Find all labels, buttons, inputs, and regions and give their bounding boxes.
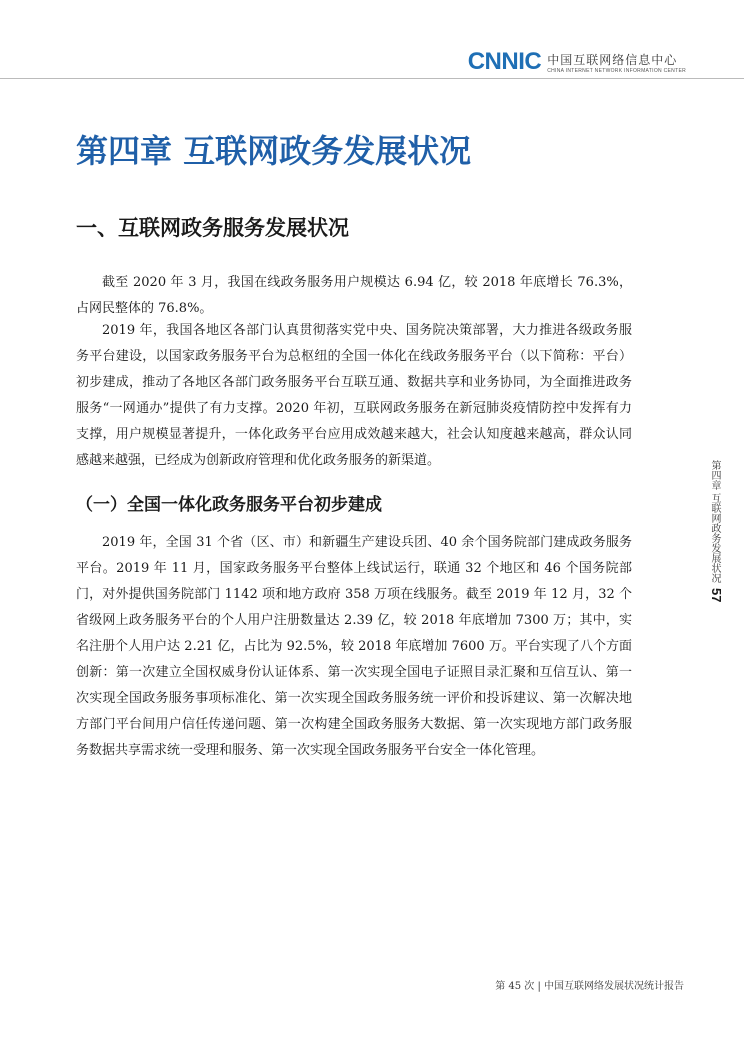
logo-text bbox=[547, 51, 686, 74]
page-footer: 第 45 次 | 中国互联网络发展状况统计报告 bbox=[495, 981, 684, 992]
body-paragraph: 2019 年，全国 31 个省（区、市）和新疆生产建设兵团、40 余个国务院部门建成政务服务平台。2019 年 11 月，国家政务服务平台整体上线试运行，联通 32 个地区和 46 个国务院部门，对外提供国务院部门 1142 项和地方政府 358 万项在线服务。截至 2019 年 12 月，32 个省级网上政务服务平台的个人用户注册数量达 2.39 亿，较 2018 年底增加 7300 万；其中，实名注册个人用户达 2.21 亿，占比为 92.5%，较 2018 年底增加 7600 万。平台实现了八个方面创新：第一次建立全国权威身份认证体系、第一次实现全国电子证照目录汇聚和互信互认、第一次实现全国政务服务事项标准化、第一次实现全国政务服务统一评价和投诉建议、第一次解决地方部门平台间用户信任传递问题、第一次构建全国政务服务大数据、第一次实现地方部门政务服务数据共享需求统一受理和服务、第一次实现全国政务服务平台安全一体化管理。 bbox=[76, 535, 632, 758]
body-paragraph: 2019 年，我国各地区各部门认真贯彻落实党中央、国务院决策部署，大力推进各级政务服务平台建设，以国家政务服务平台为总枢纽的全国一体化在线政务服务平台（以下简称：平台）初步建成，推动了各地区各部门政务服务平台互联互通、数据共享和业务协同，为全面推进政务服务“一网通办”提供了有力支撑。2020 年初，互联网政务服务在新冠肺炎疫情防控中发挥有力支撑，用户规模显著提升，一体化政务平台应用成效越来越大，社会认知度越来越高，群众认同感越来越强，已经成为创新政府管理和优化政务服务的新渠道。 bbox=[76, 323, 632, 468]
chapter-title: 第四章 互联网政务发展状况 bbox=[76, 132, 472, 170]
logo-english-name: CHINA INTERNET NETWORK INFORMATION CENTER bbox=[547, 67, 686, 74]
section-title: 一、互联网政务服务发展状况 bbox=[76, 216, 349, 240]
side-chapter-label: 第四章 互联网政务发展状况 bbox=[709, 460, 720, 584]
logo-mark: CNNIC bbox=[467, 48, 542, 75]
cnnic-logo bbox=[468, 48, 686, 76]
logo-chinese-name: 中国互联网络信息中心 bbox=[547, 52, 678, 67]
body-paragraph: 截至 2020 年 3 月，我国在线政务服务用户规模达 6.94 亿，较 2018 年底增长 76.3%，占网民整体的 76.8%。 bbox=[76, 275, 632, 316]
subsection-title: （一）全国一体化政务服务平台初步建成 bbox=[76, 495, 382, 515]
header-divider bbox=[0, 78, 744, 79]
page-number: 57 bbox=[709, 588, 724, 603]
